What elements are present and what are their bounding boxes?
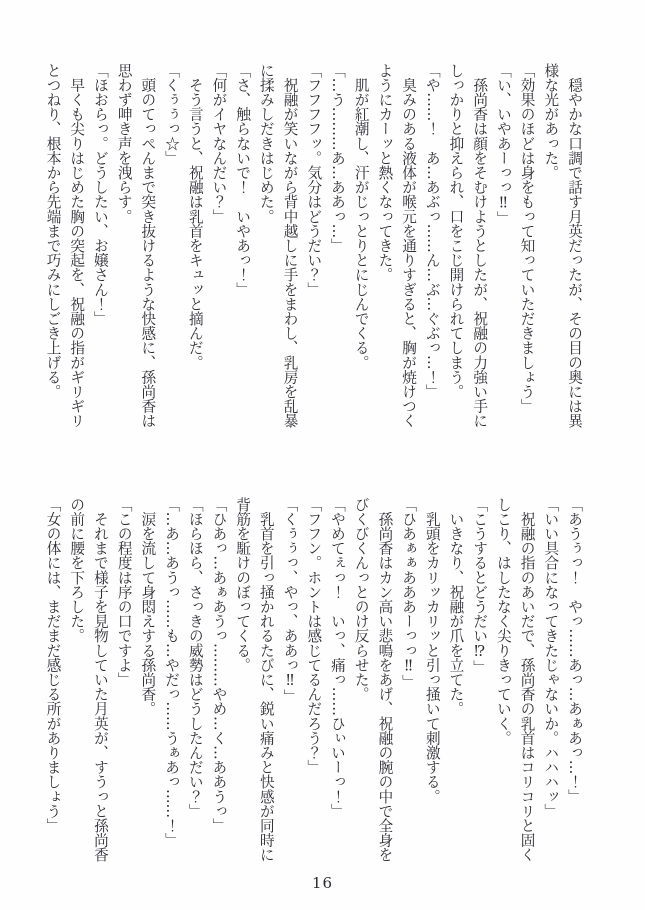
text-column: 「ひあっ…あぁあうっ………やめ…く…ああうっ」 bbox=[210, 497, 228, 833]
text-column: 「女の体には、まだまだ感じる所がありましょう」 bbox=[44, 497, 62, 833]
text-column: ようにカーッと熱くなってきた。 bbox=[376, 63, 394, 282]
text-column: 様な光があった。 bbox=[542, 63, 560, 180]
text-column: 「この程度は序の口ですよ」 bbox=[115, 497, 133, 687]
text-column: しこり、はしたなく尖りきっていく。 bbox=[494, 497, 512, 746]
text-column: 肌が紅潮し、汗がじっとりとにじんでくる。 bbox=[352, 63, 370, 370]
text-column: 「くぅぅっ☆」 bbox=[163, 63, 181, 166]
text-column: 背筋を駈けのぼってくる。 bbox=[234, 497, 252, 673]
text-column: 孫尚香はカン高い悲鳴をあげ、祝融の腕の中で全身を bbox=[376, 497, 394, 862]
text-column: 孫尚香は顔をそむけようとしたが、祝融の力強い手に bbox=[471, 63, 489, 428]
text-column: の前に腰を下ろした。 bbox=[68, 497, 86, 643]
text-column: 「さ、触らないで！ いやあっ！」 bbox=[234, 63, 252, 297]
text-column: それまで様子を見物していた月英が、すうっと孫尚香 bbox=[91, 497, 109, 862]
text-column: 涙を流して身悶えする孫尚香。 bbox=[139, 497, 157, 716]
text-column: 早くも尖りはじめた胸の突起を、祝融の指がギリギリ bbox=[68, 63, 86, 428]
text-column: 「いい具合になってきたじゃないか。ハハハッ」 bbox=[542, 497, 560, 819]
text-block-bottom bbox=[41, 497, 586, 877]
text-column: 乳頭をカリッカリッと引っ掻いて刺激する。 bbox=[423, 497, 441, 804]
text-column: 乳首を引っ掻かれるたびに、鋭い痛みと快感が同時に bbox=[257, 497, 275, 862]
text-column: そう言うと、祝融は乳首をキュッと摘んだ。 bbox=[186, 63, 204, 370]
text-column: 「ほらほら、さっきの威勢はどうしたんだい？」 bbox=[186, 497, 204, 819]
text-column: しっかりと抑えられ、口をこじ開けられてしまう。 bbox=[447, 63, 465, 399]
text-column: 穏やかな口調で話す月英だったが、その目の奥には異 bbox=[566, 63, 583, 428]
text-column: 「い、いやあーっっ‼」 bbox=[494, 63, 512, 226]
text-column: 「…あ…あうっ……も…やだっ……うぁあっ……！」 bbox=[163, 497, 181, 848]
text-column: 「何がイヤなんだい？」 bbox=[210, 63, 228, 224]
text-column: 「ひあぁぁあああーっっ‼」 bbox=[400, 497, 418, 690]
text-column: 祝融が笑いながら背中越しに手をまわし、乳房を乱暴 bbox=[281, 63, 299, 428]
text-column: 「…う………あ…ああっ…」 bbox=[328, 63, 346, 253]
text-column: 「やめてぇっ！ いっ、痛っ……ひぃいーっ！」 bbox=[328, 497, 346, 819]
text-column: いきなり、祝融が爪を立てた。 bbox=[447, 497, 465, 716]
text-block-top bbox=[41, 63, 586, 443]
page-number: 16 bbox=[311, 874, 334, 892]
text-column: 「くぅぅっ、やっ、ああっ‼」 bbox=[281, 497, 299, 704]
text-column: 思わず呻き声を洩らす。 bbox=[115, 63, 133, 224]
text-column: 「や……！ あ…あぶっ……ん…ぶ…ぐぶっ…！」 bbox=[423, 63, 441, 399]
text-column: 「あうぅっ！ やっ……あっ…あぁあっ…！」 bbox=[566, 497, 583, 804]
text-column: 臭みのある液体が喉元を通りすぎると、胸が焼けつく bbox=[400, 63, 418, 428]
text-column: 「フフフフッ。気分はどうだい？」 bbox=[305, 63, 323, 297]
text-column: 「フフン。ホントは感じてるんだろう？」 bbox=[305, 497, 323, 775]
text-column: に揉みしだきはじめた。 bbox=[257, 63, 275, 224]
text-column: 「こうするとどうだい⁉」 bbox=[471, 497, 489, 675]
text-column: 祝融の指のあいだで、孫尚香の乳首はコリコリと固く bbox=[518, 497, 536, 862]
text-column: びくびくんっとのけ反らせた。 bbox=[352, 497, 370, 702]
text-column: 頭のてっぺんまで突き抜けるような快感に、孫尚香は bbox=[139, 63, 157, 428]
text-column: とつねり、根本から先端まで巧みにしごき上げる。 bbox=[44, 63, 62, 399]
text-column: 「ほおらっ。どうしたい、お嬢さん！」 bbox=[91, 63, 109, 326]
text-column: 「効果のほどは身をもって知っていただきましょう」 bbox=[518, 63, 536, 414]
